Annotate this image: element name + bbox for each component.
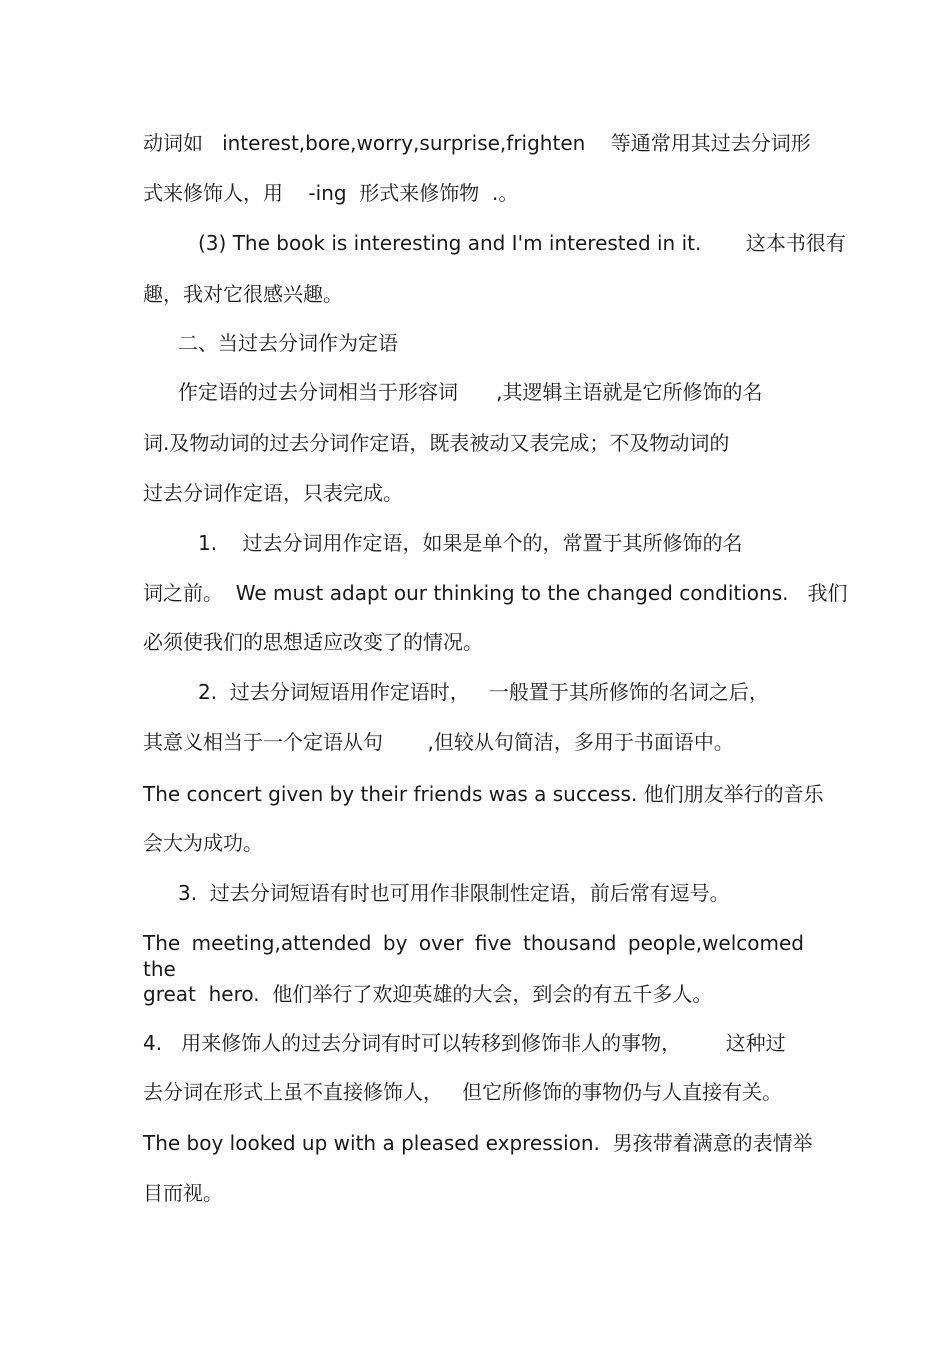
text-line-14: The concert given by their friends was a success. 他们朋友举行的音乐 [143,782,824,806]
text-line-10: 词之前。 We must adapt our thinking to the changed conditions. 我们 [143,581,848,605]
text-line-16: 3. 过去分词短语有时也可用作非限制性定语，前后常有逗号。 [178,881,730,905]
text-line-9: 1. 过去分词用作定语，如果是单个的，常置于其所修饰的名 [198,531,743,555]
text-line-6: 作定语的过去分词相当于形容词 ,其逻辑主语就是它所修饰的名 [178,380,763,404]
text-line-19: 4. 用来修饰人的过去分词有时可以转移到修饰非人的事物， 这种过 [143,1031,786,1055]
text-line-4: 趣，我对它很感兴趣。 [143,282,343,306]
text-line-2: 式来修饰人，用 -ing 形式来修饰物 .。 [143,181,519,205]
text-line-7: 词.及物动词的过去分词作定语，既表被动又表完成；不及物动词的 [143,431,730,455]
text-line-8: 过去分词作定语，只表完成。 [143,481,403,505]
text-line-15: 会大为成功。 [143,831,263,855]
text-line-21: The boy looked up with a pleased expression. 男孩带着满意的表情举 [143,1131,813,1155]
text-line-20: 去分词在形式上虽不直接修饰人， 但它所修饰的事物仍与人直接有关。 [143,1080,783,1104]
text-line-1: 动词如 interest,bore,worry,surprise,frighten 等通常用其过去分词形 [143,131,811,155]
text-line-3: (3) The book is interesting and I'm interested in it. 这本书很有 [198,231,846,255]
text-line-17: The meeting,attended by over five thousand people,welcomed the [143,931,804,981]
text-line-11: 必须使我们的思想适应改变了的情况。 [143,630,483,654]
text-line-12: 2. 过去分词短语用作定语时， 一般置于其所修饰的名词之后， [198,680,769,704]
text-line-18: great hero. 他们举行了欢迎英雄的大会，到会的有五千多人。 [143,982,713,1006]
text-line-13: 其意义相当于一个定语从句 ,但较从句简洁，多用于书面语中。 [143,730,734,754]
text-line-22: 目而视。 [143,1181,223,1205]
section-heading: 二、当过去分词作为定语 [178,331,398,355]
